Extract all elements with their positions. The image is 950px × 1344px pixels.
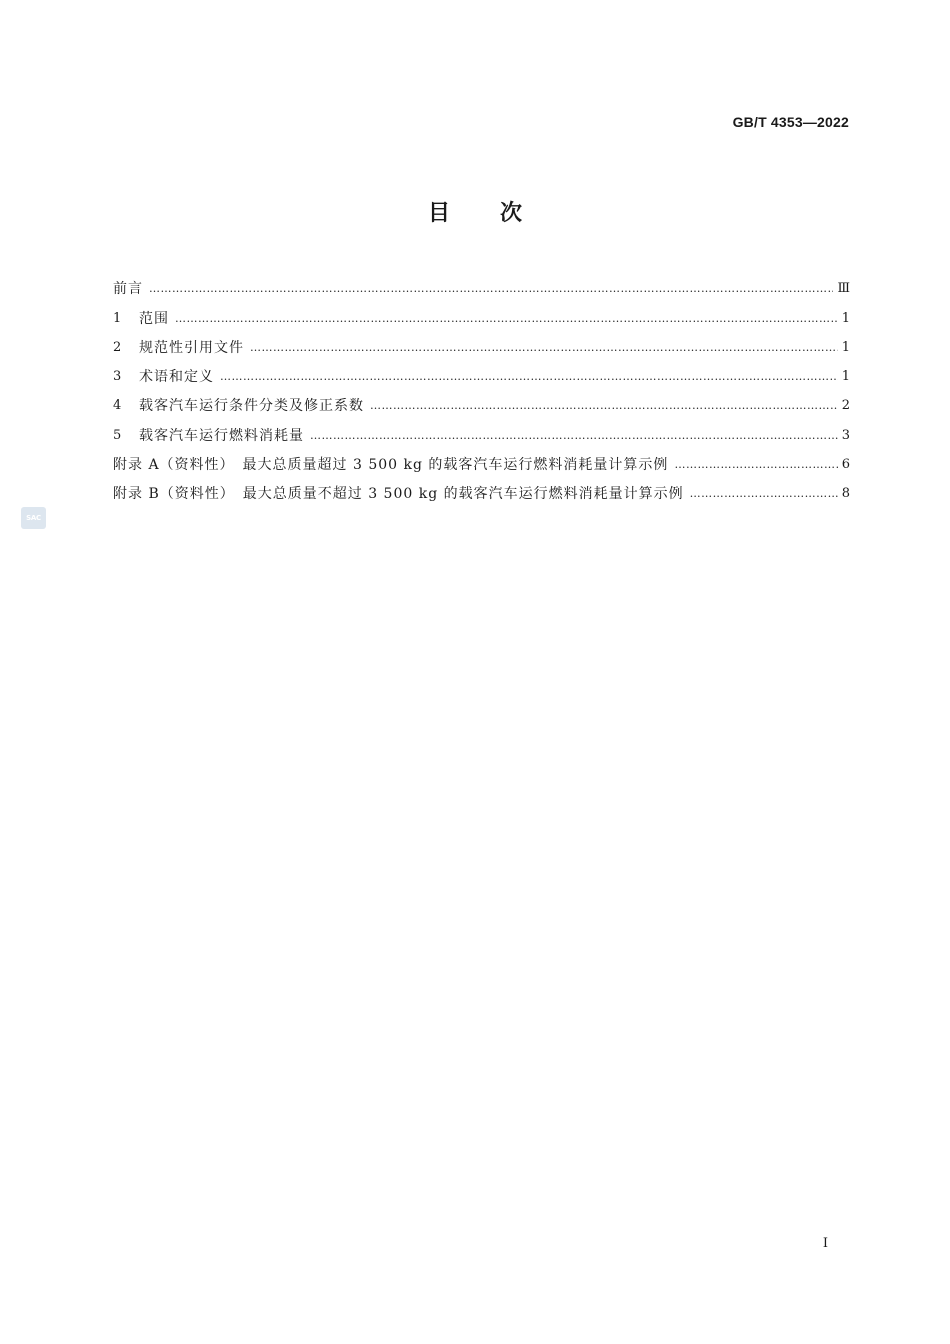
toc-entry-classification[interactable] <box>113 389 850 418</box>
toc-entry-page: 1 <box>841 310 850 326</box>
toc-entry-scope[interactable] <box>113 301 850 330</box>
toc-leader-dots <box>220 365 838 389</box>
footer-page-number: I <box>822 1236 828 1251</box>
toc-entry-page: 6 <box>841 457 850 473</box>
toc-leader-dots <box>310 424 838 448</box>
toc-leader-dots <box>175 307 838 331</box>
toc-entry-terms-definitions[interactable] <box>113 360 850 389</box>
toc-entry-label: 载客汽车运行条件分类及修正系数 <box>139 398 364 415</box>
toc-entry-number: 4 <box>113 398 122 414</box>
toc-entry-label: 术语和定义 <box>139 369 214 386</box>
toc-leader-dots <box>370 394 838 418</box>
toc-title: 目次 <box>427 201 572 226</box>
toc-entry-number: 2 <box>113 339 122 355</box>
toc-entry-label: 范围 <box>139 310 169 327</box>
toc-entry-number: 3 <box>113 369 122 385</box>
toc-entry-label: 前言 <box>113 281 143 298</box>
toc-entry-label: 载客汽车运行燃料消耗量 <box>139 427 304 444</box>
toc-entry-fuel-consumption[interactable] <box>113 418 850 447</box>
toc-leader-dots <box>250 336 838 360</box>
sac-watermark-logo: SAC <box>21 507 46 529</box>
toc-leader-dots <box>149 277 833 301</box>
toc-entry-page: 8 <box>841 486 850 502</box>
toc-entry-page: 3 <box>841 427 850 443</box>
toc-entry-number: 1 <box>113 310 122 326</box>
toc-entry-normative-references[interactable] <box>113 331 850 360</box>
toc-entry-number: 5 <box>113 427 122 443</box>
toc-leader-dots <box>690 482 838 506</box>
toc-leader-dots <box>674 453 837 477</box>
table-of-contents <box>113 272 850 506</box>
toc-entry-annex-a[interactable] <box>113 448 850 477</box>
toc-entry-page: 1 <box>841 369 850 385</box>
toc-entry-foreword[interactable] <box>113 272 850 301</box>
toc-entry-page: Ⅲ <box>837 281 850 297</box>
toc-entry-label: 规范性引用文件 <box>139 339 244 356</box>
toc-entry-annex-b[interactable] <box>113 477 850 506</box>
toc-entry-page: 1 <box>841 339 850 355</box>
standard-code: GB/T 4353—2022 <box>732 114 849 130</box>
toc-entry-label: 附录 A（资料性） 最大总质量超过 3 500 kg 的载客汽车运行燃料消耗量计算示例 <box>113 457 669 474</box>
toc-entry-page: 2 <box>841 398 850 414</box>
toc-entry-label: 附录 B（资料性） 最大总质量不超过 3 500 kg 的载客汽车运行燃料消耗量计算示例 <box>113 486 684 503</box>
